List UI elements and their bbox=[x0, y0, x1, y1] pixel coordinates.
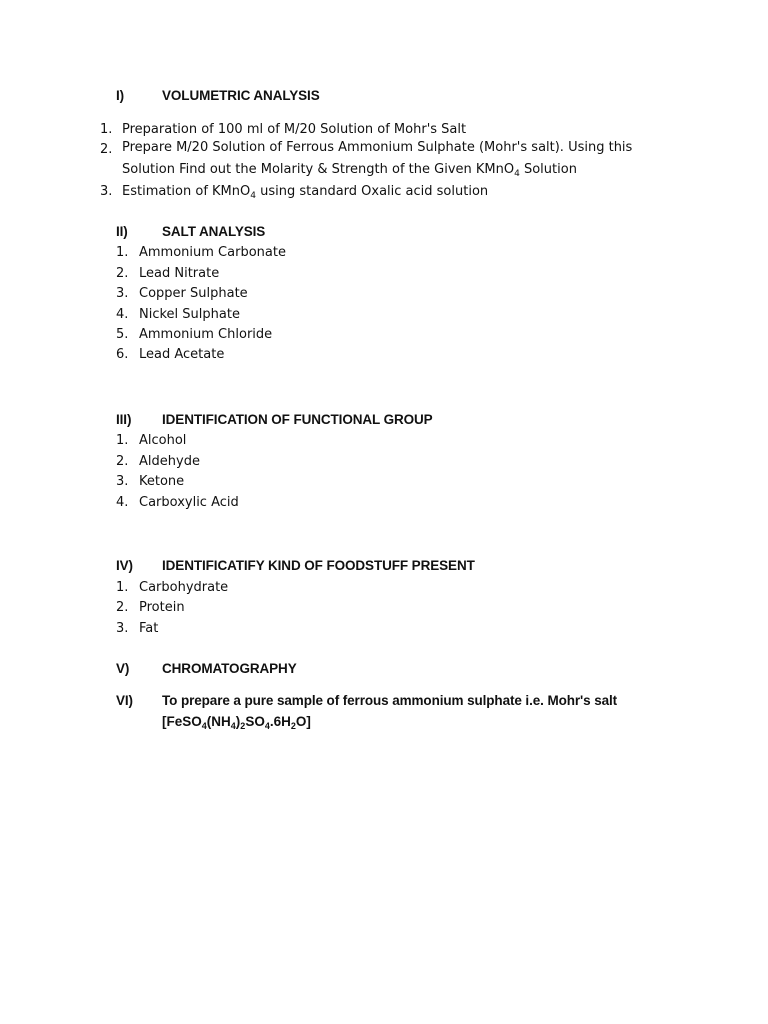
item-number: 2. bbox=[100, 142, 113, 157]
chemical-formula: $[FeSO_4(NH_4)_2SO_4.6H_2O]$ bbox=[162, 714, 311, 731]
item-number: 1. bbox=[116, 580, 129, 595]
item-number: 3. bbox=[100, 184, 113, 199]
item-number: 3. bbox=[116, 474, 129, 489]
item-text: Aldehyde bbox=[139, 454, 200, 469]
item-text: Carbohydrate bbox=[139, 580, 229, 595]
section-number: III) bbox=[116, 412, 132, 427]
item-text: Protein bbox=[139, 600, 185, 615]
item-text: Ketone bbox=[139, 474, 185, 489]
section-number: V) bbox=[116, 661, 130, 676]
item-text: Nickel Sulphate bbox=[139, 307, 240, 322]
item-text: Lead Acetate bbox=[139, 347, 225, 362]
item-number: 4. bbox=[116, 307, 129, 322]
section-number: VI) bbox=[116, 693, 133, 708]
item-text: Ammonium Chloride bbox=[139, 327, 273, 342]
item-text: Carboxylic Acid bbox=[139, 495, 239, 510]
item-number: 6. bbox=[116, 347, 129, 362]
item-text: Alcohol bbox=[139, 433, 187, 448]
item-text: Copper Sulphate bbox=[139, 286, 248, 301]
item-number: 3. bbox=[116, 286, 129, 301]
item-number: 1. bbox=[116, 245, 129, 260]
section-title: To prepare a pure sample of ferrous ammonium sulphate i.e. Mohr's salt bbox=[162, 693, 618, 708]
item-text: Lead Nitrate bbox=[139, 266, 220, 281]
section-title: VOLUMETRIC ANALYSIS bbox=[162, 88, 320, 103]
item-text: Fat bbox=[139, 621, 159, 636]
item-text: Prepare M/20 Solution of Ferrous Ammonium Sulphate (Mohr's salt). Using this bbox=[122, 140, 633, 155]
item-number: 5. bbox=[116, 327, 129, 342]
item-number: 1. bbox=[100, 122, 113, 137]
section-title: IDENTIFICATIFY KIND OF FOODSTUFF PRESENT bbox=[162, 558, 475, 573]
item-number: 3. bbox=[116, 621, 129, 636]
item-text: Estimation of KMnO$_4$ using standard Oxalic acid solution bbox=[122, 184, 489, 201]
item-text-continued: Solution Find out the Molarity & Strength of the Given KMnO$_4$ Solution bbox=[122, 162, 577, 179]
item-number: 2. bbox=[116, 600, 129, 615]
item-number: 2. bbox=[116, 454, 129, 469]
section-title: IDENTIFICATION OF FUNCTIONAL GROUP bbox=[162, 412, 433, 427]
section-number: II) bbox=[116, 224, 128, 239]
section-title: SALT ANALYSIS bbox=[162, 224, 266, 239]
item-number: 1. bbox=[116, 433, 129, 448]
item-text: Preparation of 100 ml of M/20 Solution of Mohr's Salt bbox=[122, 122, 467, 137]
item-number: 2. bbox=[116, 266, 129, 281]
section-number: I) bbox=[116, 88, 125, 103]
section-title: CHROMATOGRAPHY bbox=[162, 661, 297, 676]
section-number: IV) bbox=[116, 558, 133, 573]
item-number: 4. bbox=[116, 495, 129, 510]
item-text: Ammonium Carbonate bbox=[139, 245, 286, 260]
